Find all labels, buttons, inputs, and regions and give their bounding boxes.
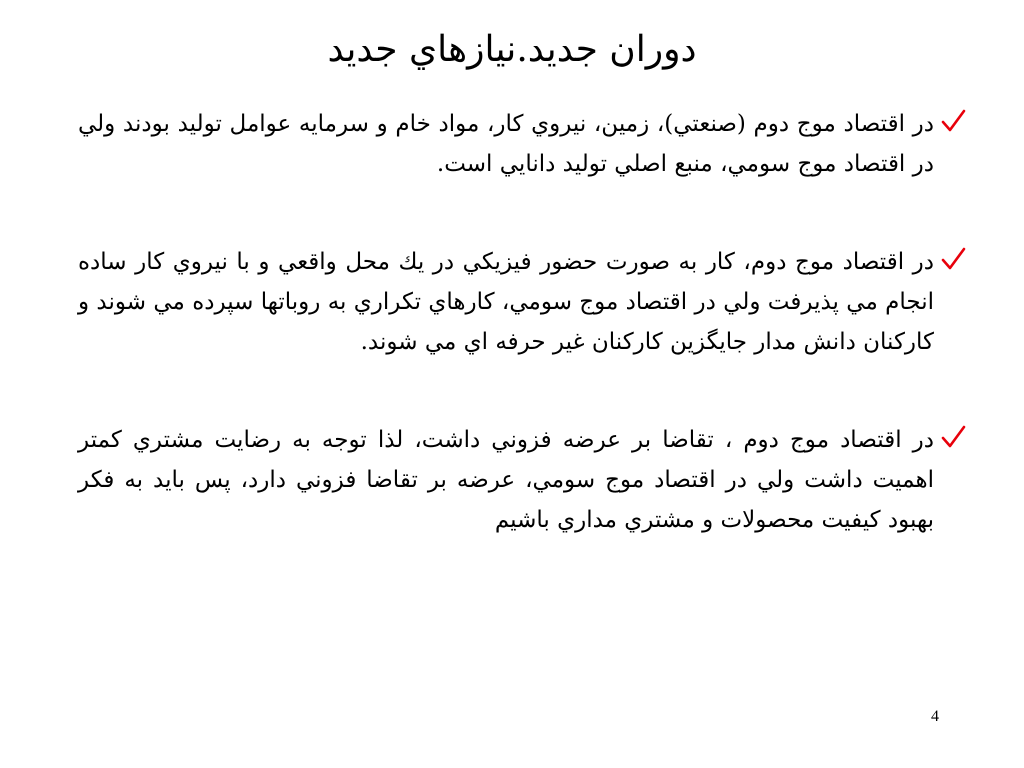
- bullet-item: [78, 420, 934, 540]
- checkmark-icon: [940, 424, 966, 450]
- bullet-text: در اقتصاد موج دوم، كار به صورت حضور فيزيكي در يك محل واقعي و با نيروي كار ساده انجام مي پذيرفت ولي در اقتصاد موج سومي، كارهاي تكراري به روباتها سپرده مي شوند و كاركنان دانش مدار جايگزين كاركنان غير حرفه اي مي شوند.: [78, 249, 934, 355]
- page-number: 4: [931, 708, 939, 725]
- bullet-list: [78, 104, 934, 598]
- bullet-text: در اقتصاد موج دوم (صنعتي)، زمين، نيروي كار، مواد خام و سرمايه عوامل توليد بودند ولي در اقتصاد موج سومي، منبع اصلي توليد دانايي است.: [78, 111, 934, 177]
- bullet-item: [78, 242, 934, 362]
- bullet-text: در اقتصاد موج دوم ، تقاضا بر عرضه فزوني داشت، لذا توجه به رضايت مشتري كمتر اهميت داشت ولي در اقتصاد موج سومي، عرضه بر تقاضا فزوني دارد، پس بايد به فكر بهبود كيفيت محصولات و مشتري مداري باشيم: [78, 427, 934, 533]
- checkmark-icon: [940, 246, 966, 272]
- slide-title: دوران جديد.نيازهاي جديد: [327, 29, 697, 70]
- bullet-item: [78, 104, 934, 184]
- checkmark-icon: [940, 108, 966, 134]
